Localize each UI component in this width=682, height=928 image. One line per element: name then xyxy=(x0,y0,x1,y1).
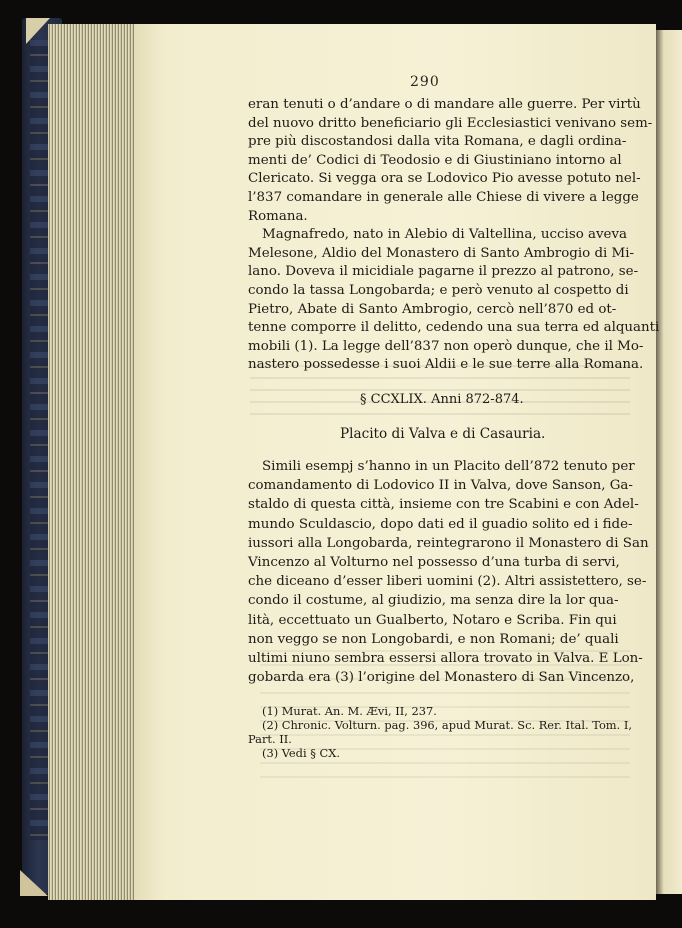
text-line: che diceano d’esser liberi uomini (2). Altri assistettero, se- xyxy=(248,574,647,590)
text-line: ultimi niuno sembra essersi allora trovato in Valva. E Lon- xyxy=(248,651,643,666)
text-line: non veggo se non Longobardi, e non Romani; de’ quali xyxy=(248,631,619,647)
text-line: l’837 comandare in generale alle Chiese di vivere a legge xyxy=(248,190,639,205)
text-line: iussori alla Longobarda, reintegrarono il Monastero di San xyxy=(248,535,649,551)
text-line: Pietro, Abate di Santo Ambrogio, cercò nell’870 ed ot- xyxy=(248,301,617,317)
text-line: pre più discostandosi dalla vita Romana, e dagli ordina- xyxy=(248,134,627,150)
text-line: lità, eccettuato un Gualberto, Notaro e Scriba. Fin qui xyxy=(248,612,617,628)
text-line: menti de’ Codici di Teodosio e di Giustiniano intorno al xyxy=(248,152,622,168)
footnote-line: (1) Murat. An. M. Ævi, II, 237. xyxy=(262,704,437,718)
text-line: Clericato. Si vegga ora se Lodovico Pio avesse potuto nel- xyxy=(248,171,641,187)
text-line: mobili (1). La legge dell’837 non operò dunque, che il Mo- xyxy=(248,338,644,354)
text-line: Vincenzo al Volturno nel possesso d’una turba di servi, xyxy=(248,555,620,570)
text-line: del nuovo dritto beneficiario gli Ecclesiastici venivano sem- xyxy=(248,115,653,131)
section-subtitle: Placito di Valva e di Casauria. xyxy=(340,426,546,442)
text-line: condo la tassa Longobarda; e però venuto al cospetto di xyxy=(248,283,629,298)
text-line: Simili esempj s’hanno in un Placito dell’872 tenuto per xyxy=(262,459,635,474)
text-line: tenne comporre il delitto, cedendo una sua terra ed alquanti xyxy=(248,320,660,336)
text-line: Melesone, Aldio del Monastero di Santo Ambrogio di Mi- xyxy=(248,245,635,261)
footnote-line: Part. II. xyxy=(248,732,292,746)
text-line: Romana. xyxy=(248,208,308,224)
text-line: condo il costume, al giudizio, ma senza dire la lor qua- xyxy=(248,593,619,609)
footnote-line: (2) Chronic. Volturn. pag. 396, apud Murat. Sc. Rer. Ital. Tom. I, xyxy=(262,718,632,732)
text-line: Magnafredo, nato in Alebio di Valtellina, ucciso aveva xyxy=(262,227,628,243)
text-line: mundo Sculdascio, dopo dati ed il guadio solito ed i fide- xyxy=(248,516,633,532)
section-heading: § CCXLIX. Anni 872-874. xyxy=(360,392,524,407)
footnote-line: (3) Vedi § CX. xyxy=(262,746,340,760)
page-number: 290 xyxy=(410,74,440,90)
text-line: comandamento di Lodovico II in Valva, dove Sanson, Ga- xyxy=(248,478,633,494)
page-edges xyxy=(48,24,136,900)
text-line: eran tenuti o d’andare o di mandare alle guerre. Per virtù xyxy=(248,97,641,112)
text-line: lano. Doveva il micidiale pagarne il prezzo al patrono, se- xyxy=(248,264,639,280)
facing-page-edge xyxy=(656,30,682,894)
text-line: staldo di questa città, insieme con tre Scabini e con Adel- xyxy=(248,497,639,513)
text-line: gobarda era (3) l’origine del Monastero di San Vincenzo, xyxy=(248,670,635,686)
text-line: nastero possedesse i suoi Aldii e le sue terre alla Romana. xyxy=(248,357,644,373)
